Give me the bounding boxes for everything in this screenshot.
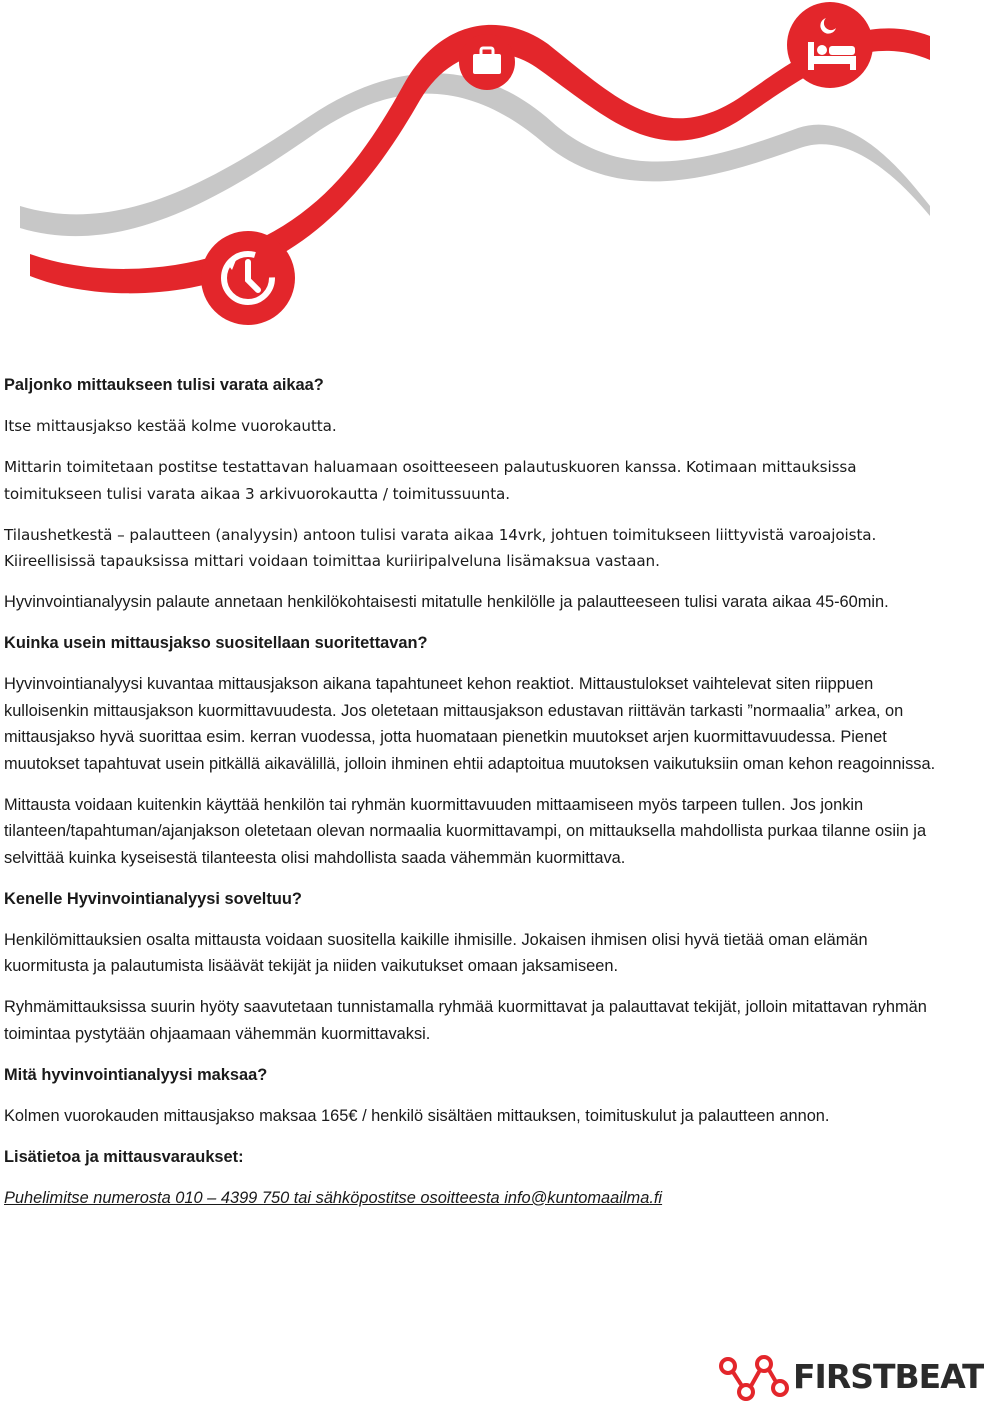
paragraph: Hyvinvointianalyysin palaute annetaan henkilökohtaisesti mitatulle henkilölle ja palautteeseen tulisi varata aikaa 45-60min. — [4, 593, 889, 611]
paragraph: Hyvinvointianalyysi kuvantaa mittausjakson aikana tapahtuneet kehon reaktiot. Mittaustulokset vaihtelevat siten riippuen kulloisenkin mittausjakson kuormittavuudesta. Jos oletetaan mittausjakson edustavan riittävän tarkasti ”normaalia” arkea, on mittausjakso hyvä suorittaa esim. kerran vuodessa, jotta huomataan pienetkin muutokset arjen kuormittavuudessa. Pienet muutokset tapahtuvat usein pitkällä aikavälillä, jolloin ihminen ehtii adaptoitua muutoksen vaikutuksiin oman kehon reagoinnissa. — [4, 675, 936, 773]
heading-frequency: Kuinka usein mittausjakso suositellaan suoritettavan? — [4, 634, 428, 652]
heading-audience: Kenelle Hyvinvointianalyysi soveltuu? — [4, 889, 302, 908]
clock-icon — [201, 231, 295, 325]
bed-moon-icon — [787, 2, 873, 88]
heading-time: Paljonko mittaukseen tulisi varata aikaa? — [4, 376, 324, 394]
heading-contact: Lisätietoa ja mittausvaraukset: — [4, 1147, 244, 1166]
gray-wave — [20, 73, 930, 236]
header-wave-graphic — [0, 0, 960, 340]
paragraph: Ryhmämittauksissa suurin hyöty saavutetaan tunnistamalla ryhmää kuormittavat ja palauttavat tekijät, jolloin mitattavan ryhmän toimintaa pystytään ohjaamaan vähemmän kuormittavaksi. — [4, 998, 927, 1043]
paragraph: Kolmen vuorokauden mittausjakso maksaa 165€ / henkilö sisältäen mittauksen, toimituskulut ja palautteen annon. — [4, 1106, 830, 1125]
paragraph: Mittausta voidaan kuitenkin käyttää henkilön tai ryhmän kuormittavuuden mittaamiseen myös tarpeen tullen. Jos jonkin tilanteen/tapahtuman/ajanjakson oletetaan olevan normaalia kuormittavampi, on mittauksella mahdollista purkaa tilanne osiin ja selvittää kuinka kyseisestä tilanteesta olisi mahdollista saada vähemmän kuormittava. — [4, 795, 927, 867]
contact-link[interactable]: Puhelimitse numerosta 010 – 4399 750 tai sähköpostitse osoitteesta info@kuntomaailma.fi — [4, 1188, 663, 1207]
heading-price: Mitä hyvinvointianalyysi maksaa? — [4, 1065, 268, 1084]
brand-name: FIRSTBEAT — [793, 1357, 984, 1396]
paragraph: Henkilömittauksien osalta mittausta voidaan suositella kaikille ihmisille. Jokaisen ihmisen olisi hyvä tietää oman elämän kuormitusta ja palautumista lisäävät tekijät ja niiden vaikutukset omaan jaksamiseen. — [4, 930, 868, 975]
paragraph: Itse mittausjakso kestää kolme vuorokautta. — [4, 417, 337, 435]
paragraph: Mittarin toimitetaan postitse testattavan haluamaan osoitteeseen palautuskuoren kanssa. Kotimaan mittauksissa toimitukseen tulisi varata aikaa 3 arkivuorokautta / toimitussuunta. — [4, 458, 857, 503]
paragraph: Tilaushetkestä – palautteen (analyysin) antoon tulisi varata aikaa 14vrk, johtuen toimitukseen liittyvistä varoajoista. Kiireellisissä tapauksissa mittari voidaan toimittaa kuriiripalveluna lisämaksua vastaan. — [4, 525, 877, 570]
document-body — [4, 372, 956, 1226]
molecule-mark-icon — [721, 1357, 787, 1399]
briefcase-icon — [459, 34, 515, 90]
